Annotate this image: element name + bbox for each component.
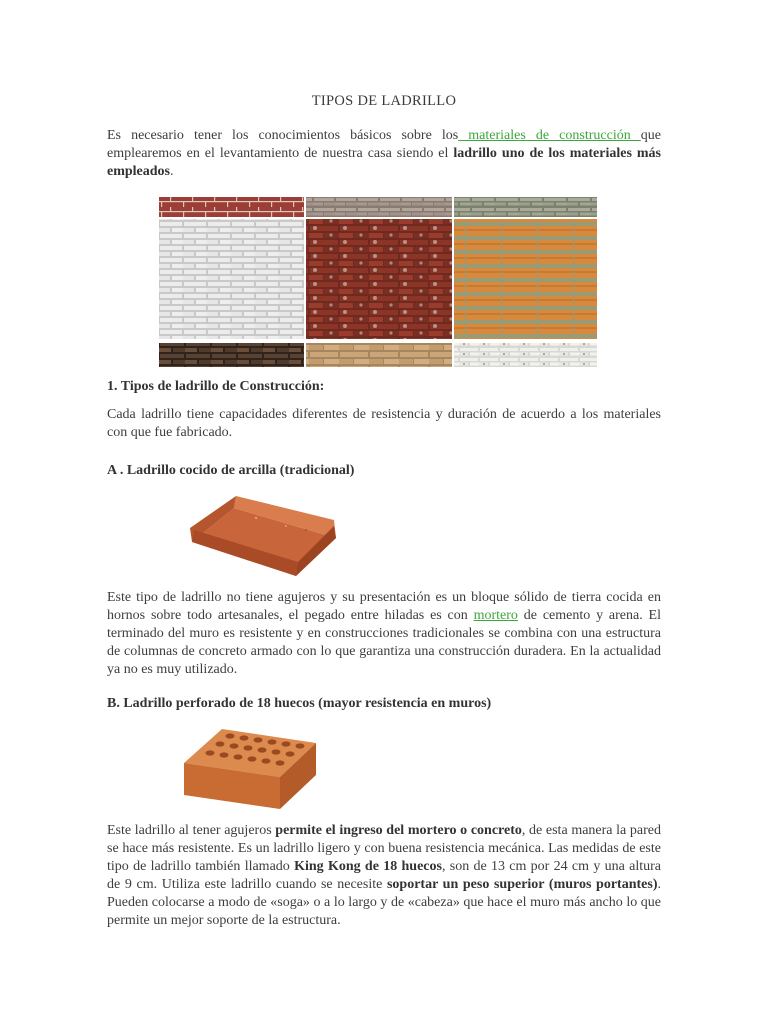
section-b-bold-1: permite el ingreso del mortero o concreto <box>275 823 522 838</box>
section-b-text-1: Este ladrillo al tener agujeros <box>107 823 276 838</box>
materiales-link[interactable]: materiales de construcción <box>458 128 641 143</box>
section-b-text-3: , son de 13 cm por 24 cm y una altura de 9 cm. Utiliza este ladrillo cuando se necesite <box>107 859 661 892</box>
brick-wall-collage-image <box>159 197 597 367</box>
section-b-text-2: , de esta manera la pared se hace más resistente. Es un ladrillo ligero y con buena resistencia mecánica. Las medidas de este tipo de ladrillo también llamado <box>107 823 661 874</box>
section-b-text-4: . Pueden colocarse a modo de «soga» o a lo largo y de «cabeza» que hace el muro más ancho lo que permite un mejor soporte de la estructura. <box>107 877 661 928</box>
intro-bold-text: ladrillo uno de los materiales más empleados <box>107 146 661 179</box>
intro-text-end: . <box>170 164 174 179</box>
section-b-bold-3: soportar un peso superior (muros portantes) <box>386 877 658 892</box>
intro-paragraph <box>107 127 661 181</box>
section-1-heading: 1. Tipos de ladrillo de Construcción: <box>107 379 325 394</box>
page-title: TIPOS DE LADRILLO <box>311 93 457 109</box>
mortero-link[interactable]: mortero <box>473 608 518 623</box>
section-a-heading: A . Ladrillo cocido de arcilla (tradicional) <box>107 463 355 478</box>
section-a-text: Este tipo de ladrillo no tiene agujeros y su presentación es un bloque sólido de tierra cocida en hornos sobre todo artesanales, el pegado entre hiladas es con <box>107 590 661 623</box>
intro-text: Es necesario tener los conocimientos básicos sobre los <box>107 128 459 143</box>
section-a-text-end: de cemento y arena. El terminado del muro es resistente y en construcciones tradicionales se combina con una estructura de columnas de concreto armado con lo que garantiza una construcción duradera. En la actualidad ya no es muy utilizado. <box>107 608 661 677</box>
perforated-18-hole-brick-image <box>182 725 318 811</box>
section-b-heading: B. Ladrillo perforado de 18 huecos (mayor resistencia en muros) <box>107 696 492 711</box>
solid-clay-brick-image <box>186 490 338 580</box>
section-b-paragraph <box>107 822 661 930</box>
section-1-paragraph: Cada ladrillo tiene capacidades diferentes de resistencia y duración de acuerdo a los materiales con que fue fabricado. <box>107 407 661 440</box>
section-b-bold-2: King Kong de 18 huecos <box>294 859 442 874</box>
section-a-paragraph <box>107 589 661 679</box>
intro-text-mid: que emplearemos en el levantamiento de nuestra casa siendo el <box>107 128 661 161</box>
